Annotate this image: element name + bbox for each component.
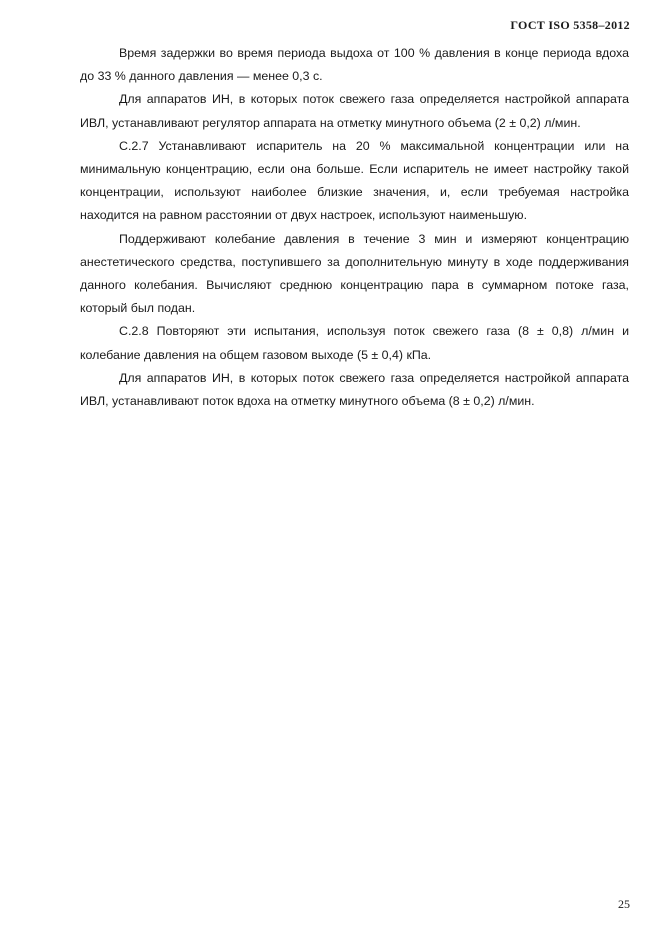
paragraph-ventilator-setting-8: Для аппаратов ИН, в которых поток свежего газа определяется настройкой аппарата ИВЛ, устанавливают поток вдоха на отметку минутного объема (8 ± 0,2) л/мин. [80,370,629,409]
paragraph-ventilator-setting-2: Для аппаратов ИН, в которых поток свежего газа определяется настройкой аппарата ИВЛ, устанавливают регулятор аппарата на отметку минутного объема (2 ± 0,2) л/мин. [80,92,629,130]
paragraph-c-2-8: С.2.8 Повторяют эти испытания, используя поток свежего газа (8 ± 0,8) л/мин и колебание давления на общем газовом выходе (5 ± 0,4) кПа. [80,324,629,362]
document-body [80,42,629,413]
page-number: 25 [618,897,630,911]
paragraph-exhale-delay: Время задержки во время периода выдоха от 100 % давления в конце периода вдоха до 33 % данного давления — менее 0,3 с. [80,46,629,84]
page-header-standard: ГОСТ ISO 5358–2012 [510,18,630,32]
paragraph-pressure-oscillation: Поддерживают колебание давления в течение 3 мин и измеряют концентрацию анестетического средства, поступившего за дополнительную минуту в ходе поддерживания данного колебания. Вычисляют среднюю концентрацию пара в суммарном потоке газа, который был подан. [80,231,629,316]
paragraph-c-2-7: С.2.7 Устанавливают испаритель на 20 % максимальной концентрации или на минимальную концентрацию, если она больше. Если испаритель не имеет настройку такой концентрации, используют наиболее близкие значения, и, если требуемая настройка находится на равном расстоянии от двух настроек, используют наименьшую. [80,138,629,223]
